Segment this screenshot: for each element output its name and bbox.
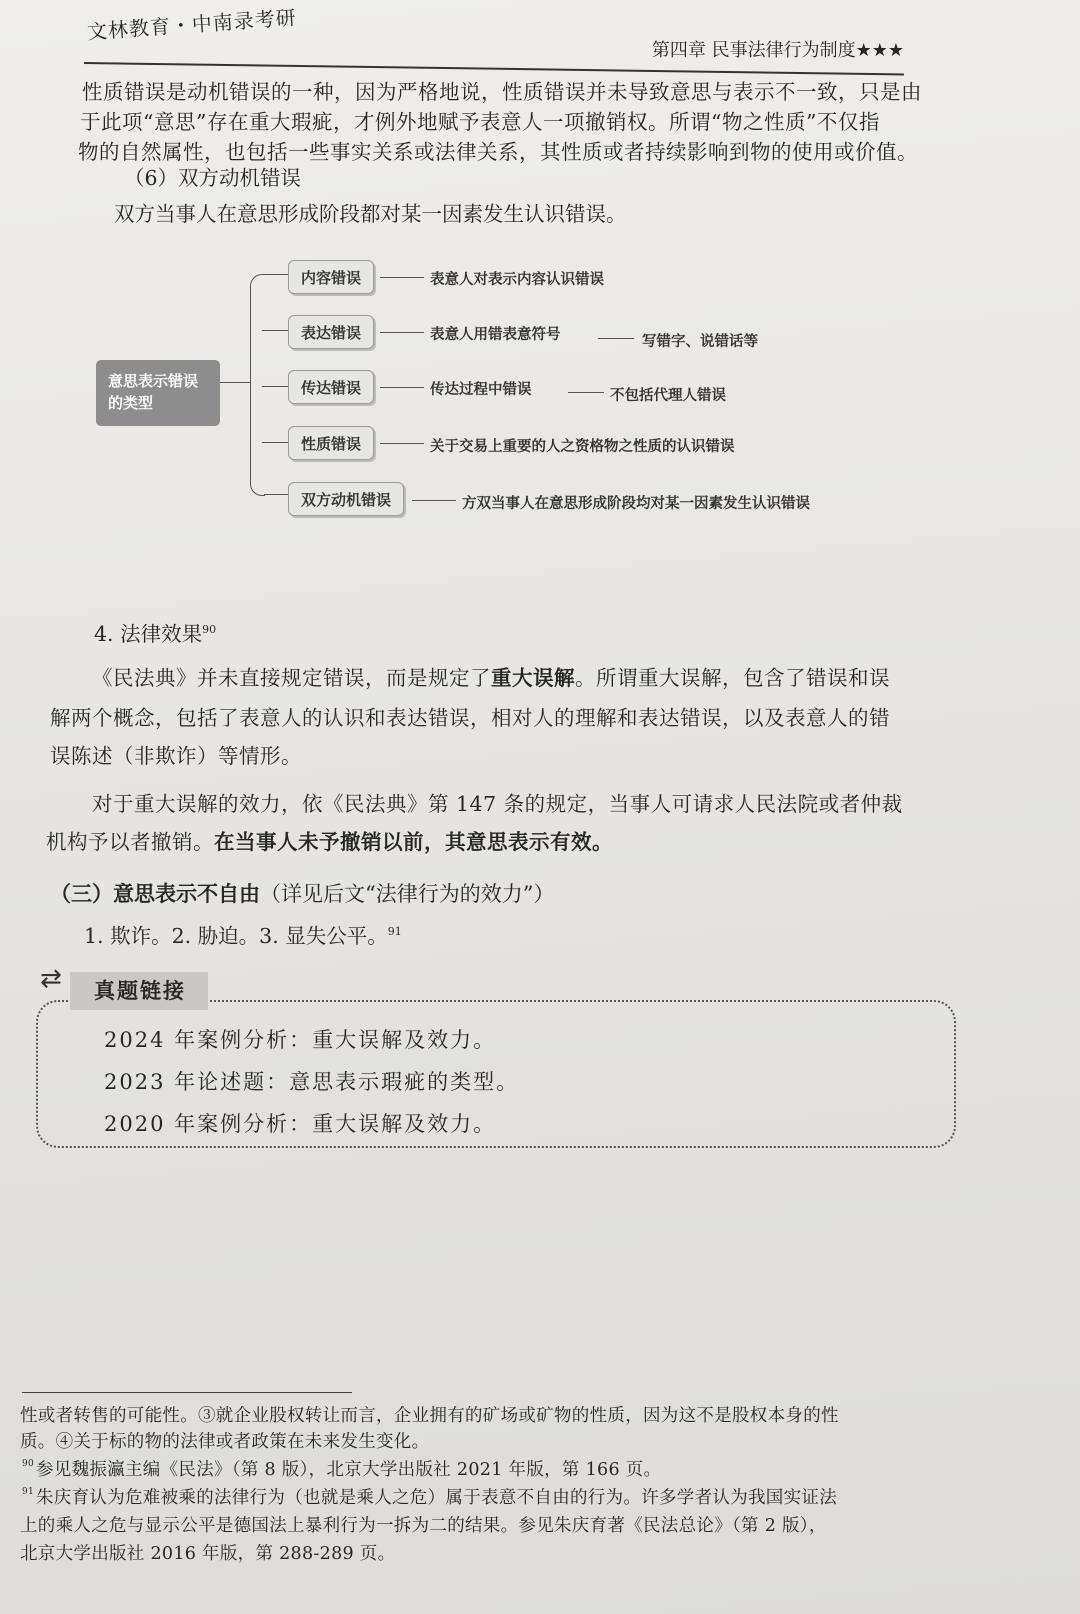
node-quality-error: 性质错误: [288, 426, 374, 460]
exchange-arrows-icon: ⇄: [40, 964, 62, 994]
section-4-p2-line1: 对于重大误解的效力，依《民法典》第 147 条的规定，当事人可请求人民法院或者仲裁: [92, 792, 903, 816]
header-publisher: 文林教育・中南录考研: [86, 5, 298, 44]
section-4-p1-line3: 误陈述（非欺诈）等情形。: [50, 744, 302, 768]
branch-bracket: [250, 274, 265, 496]
section-4-title: 4. 法律效果$^{90}$: [94, 621, 217, 646]
node-transmission-error: 传达错误: [288, 370, 374, 404]
footnote-continued-line1: 性或者转售的可能性。③就企业股权转让而言，企业拥有的矿场或矿物的性质，因为这不是股权本身的性: [20, 1406, 839, 1426]
exam-link-item: 2023 年论述题：意思表示瑕疵的类型。: [104, 1070, 520, 1094]
footnote-90: 90 参见魏振瀛主编《民法》（第 8 版），北京大学出版社 2021 年版，第 166 页。: [22, 1459, 662, 1480]
diagram-root: 意思表示错误的类型: [96, 360, 220, 426]
branch-connector: [262, 442, 288, 443]
exam-link-item: 2024 年案例分析：重大误解及效力。: [104, 1028, 497, 1052]
intro-line-3: 物的自然属性，也包括一些事实关系或法律关系，其性质或者持续影响到物的使用或价值。: [78, 140, 918, 164]
intro-line-2: 于此项“意思”存在重大瑕疵，才例外地赋予表意人一项撤销权。所谓“物之性质”不仅指: [80, 110, 880, 134]
node-expression-error: 表达错误: [288, 315, 374, 349]
error-types-diagram: [90, 260, 910, 550]
header-rule: [84, 62, 904, 75]
footnote-91-line3: 北京大学出版社 2016 年版，第 288-289 页。: [20, 1544, 396, 1564]
branch-connector: [264, 494, 288, 495]
footnote-91-line2: 上的乘人之危与显示公平是德国法上暴利行为一拆为二的结果。参见朱庆育著《民法总论》（第 2 版），: [20, 1516, 827, 1536]
node-content-error: 内容错误: [288, 260, 374, 294]
intro-line-1: 性质错误是动机错误的一种，因为严格地说，性质错误并未导致意思与表示不一致，只是由: [82, 80, 922, 104]
node-expression-error-desc: 表意人用错表意符号: [430, 327, 561, 343]
section-4-p1-line1: 《民法典》并未直接规定错误，而是规定了重大误解。所谓重大误解，包含了错误和误: [92, 666, 890, 690]
desc-connector: [380, 443, 424, 444]
footnote-ref-91: 91: [387, 925, 402, 938]
extra-connector: [568, 392, 604, 393]
section-4-p1-line2: 解两个概念，包括了表意人的认识和表达错误，相对人的理解和表达错误，以及表意人的错: [50, 706, 890, 730]
branch-connector: [262, 386, 288, 387]
section-4-p2-line2: 机构予以者撤销。在当事人未予撤销以前，其意思表示有效。: [46, 830, 613, 854]
subsection-6-text: 双方当事人在意思形成阶段都对某一因素发生认识错误。: [114, 202, 627, 226]
section-3-items: 1. 欺诈。2. 胁迫。3. 显失公平。$^{91}$: [84, 923, 402, 948]
node-quality-error-desc: 关于交易上重要的人之资格物之性质的认识错误: [430, 439, 735, 455]
key-sentence: 在当事人未予撤销以前，其意思表示有效。: [214, 830, 613, 854]
subsection-6-title: （6）双方动机错误: [124, 166, 302, 190]
desc-connector: [380, 332, 424, 333]
section-3-title: （三）意思表示不自由（详见后文“法律行为的效力”）: [50, 881, 555, 906]
root-connector: [220, 382, 250, 383]
header-chapter: 第四章 民事法律行为制度★★★: [651, 40, 904, 61]
node-transmission-error-desc: 传达过程中错误: [430, 382, 532, 398]
node-transmission-error-extra: 不包括代理人错误: [610, 388, 726, 404]
node-bilateral-motive-error: 双方动机错误: [288, 482, 404, 516]
desc-connector: [380, 277, 424, 278]
extra-connector: [598, 338, 634, 339]
exam-link-item: 2020 年案例分析：重大误解及效力。: [104, 1112, 497, 1136]
footnote-ref-90: 90: [202, 623, 217, 636]
footnote-continued-line2: 质。④关于标的物的法律或者政策在未来发生变化。: [20, 1432, 430, 1452]
desc-connector: [412, 500, 456, 501]
node-content-error-desc: 表意人对表示内容认识错误: [430, 272, 604, 288]
key-term: 重大误解: [491, 666, 575, 690]
desc-connector: [380, 387, 424, 388]
branch-connector: [264, 274, 288, 275]
branch-connector: [262, 330, 288, 331]
node-bilateral-motive-error-desc: 方双当事人在意思形成阶段均对某一因素发生认识错误: [462, 496, 810, 512]
node-expression-error-extra: 写错字、说错话等: [642, 334, 758, 350]
footnote-91-line1: 91 朱庆育认为危难被乘的法律行为（也就是乘人之危）属于表意不自由的行为。许多学者认为我国实证法: [22, 1487, 837, 1508]
footnote-rule: [22, 1392, 352, 1393]
exam-link-tag: 真题链接: [70, 972, 208, 1010]
